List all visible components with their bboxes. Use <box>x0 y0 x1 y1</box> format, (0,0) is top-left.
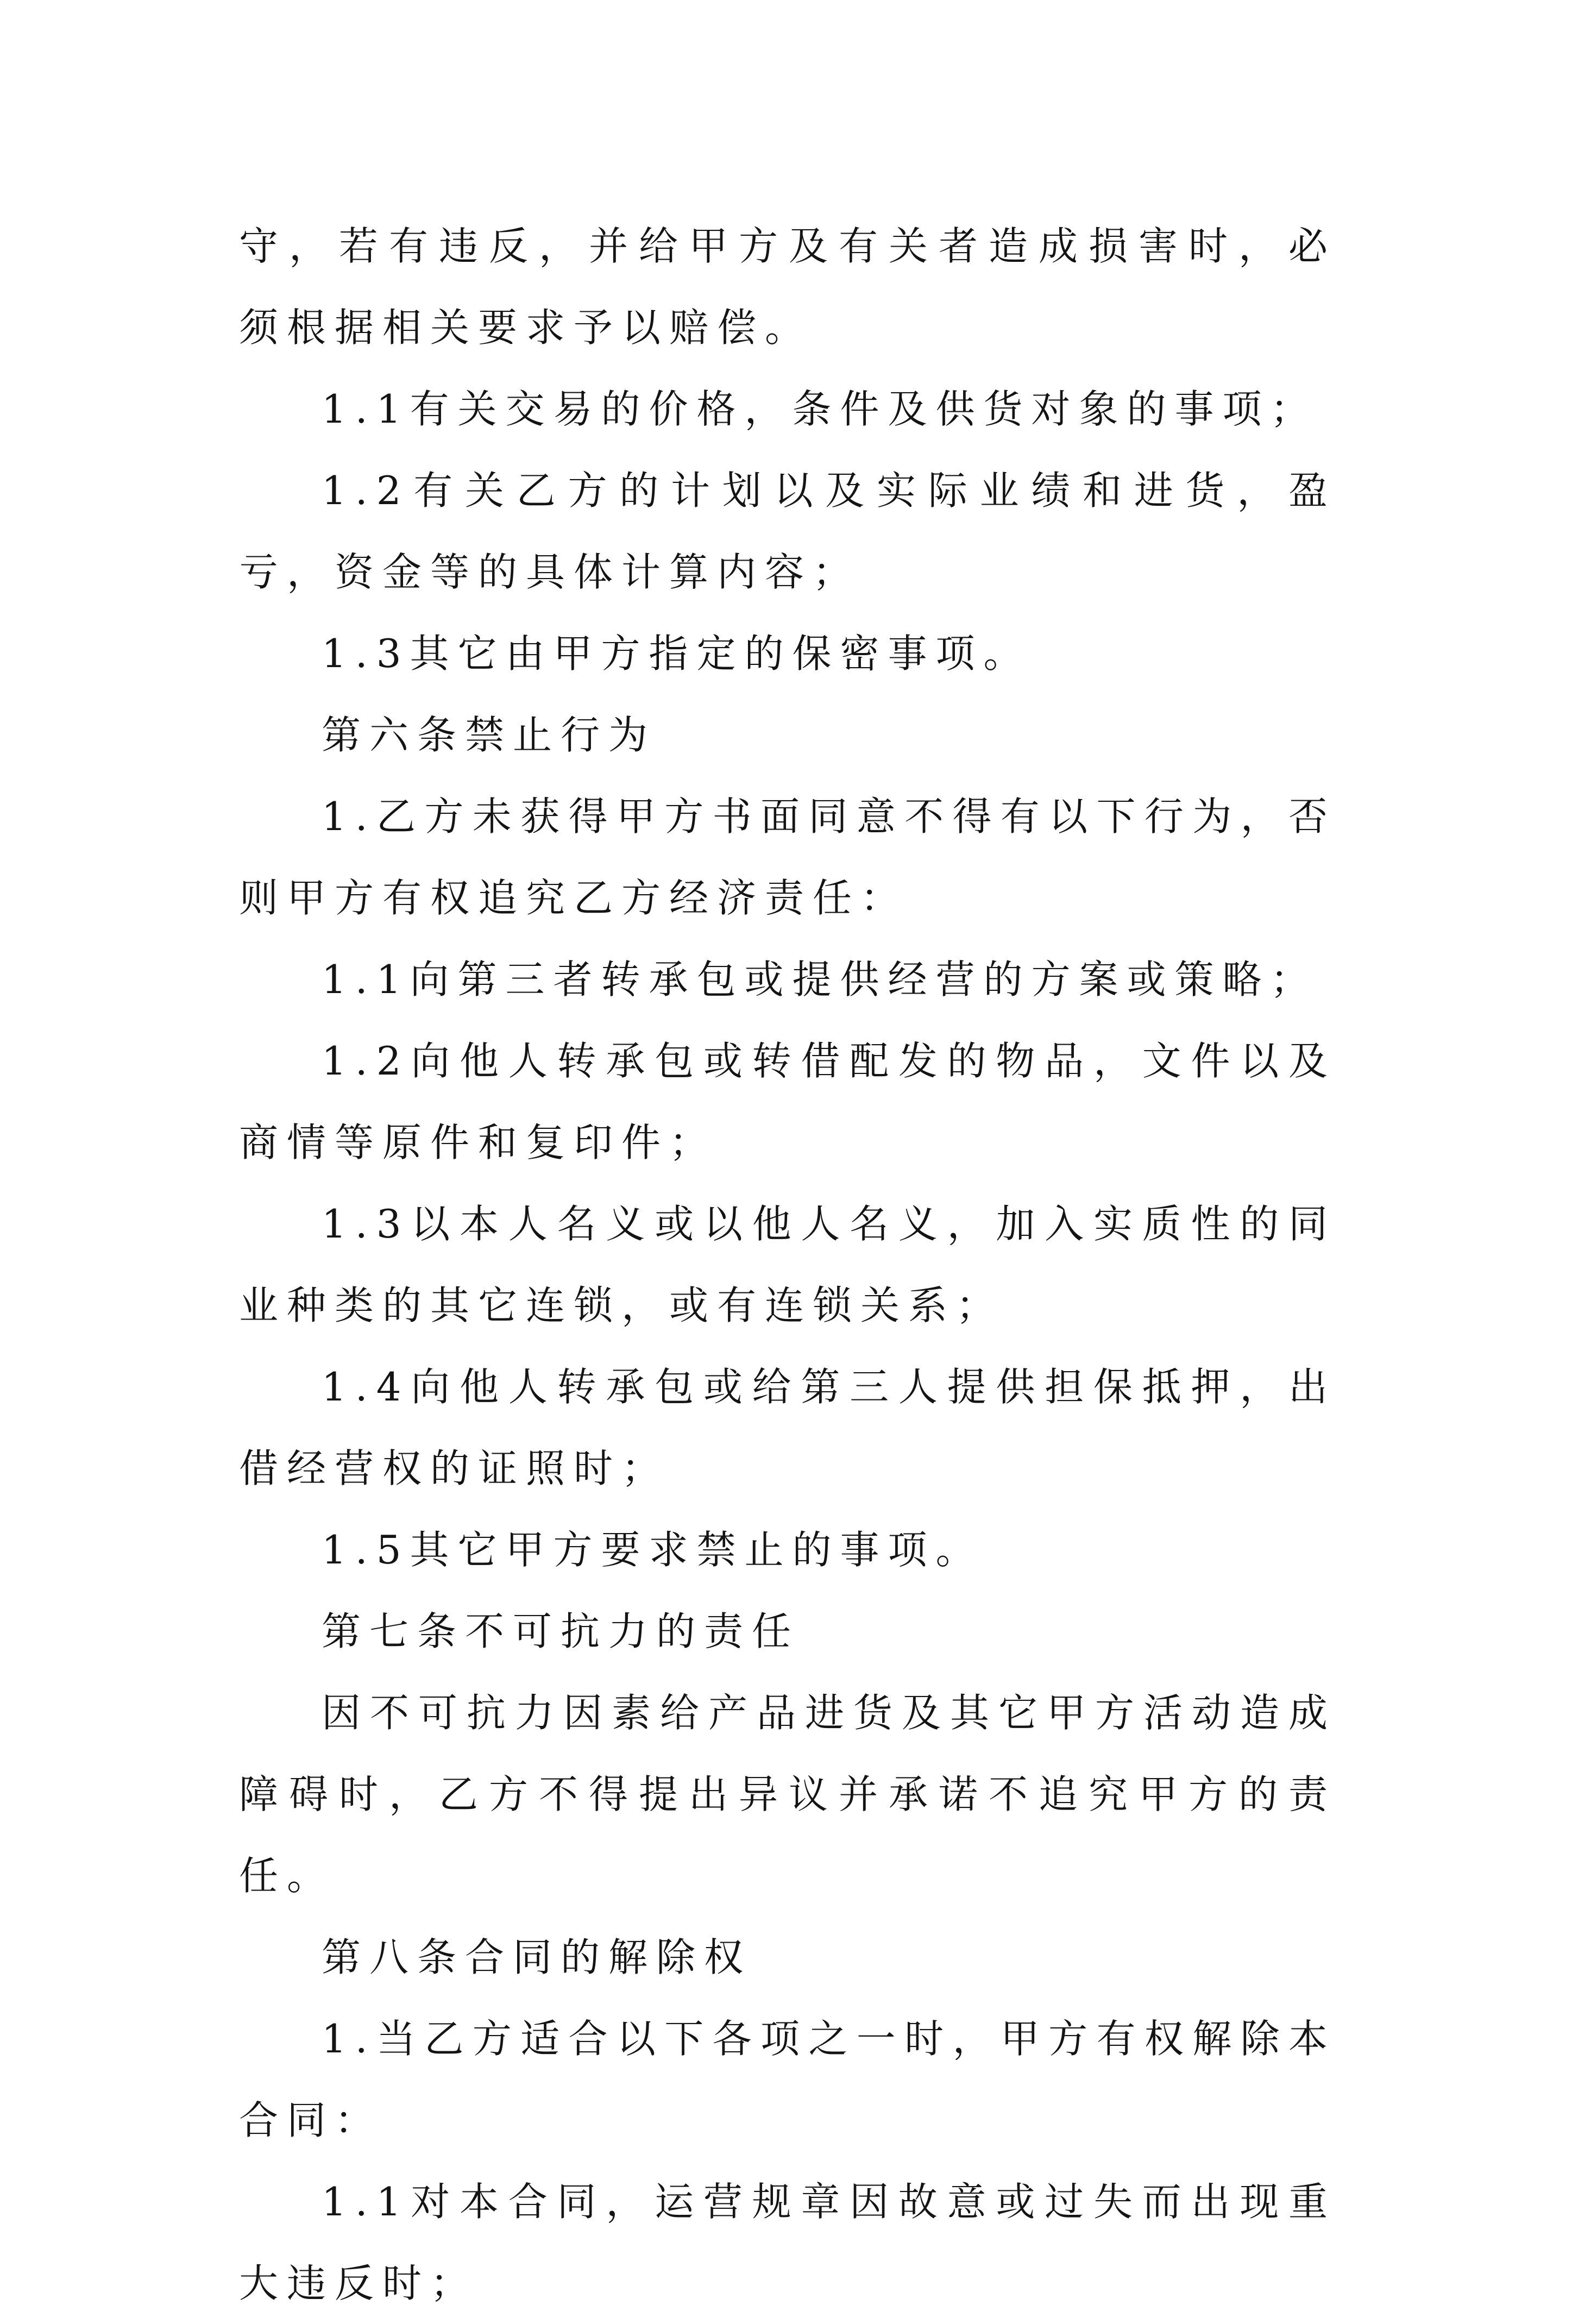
paragraph-article-8-item-1-1: 1.1对本合同，运营规章因故意或过失而出现重大违反时； <box>239 2179 1336 2306</box>
paragraph-continuation: 守，若有违反，并给甲方及有关者造成损害时，必须根据相关要求予以赔偿。 <box>239 223 1336 350</box>
paragraph-item-1-3: 1.3其它由甲方指定的保密事项。 <box>322 631 1032 676</box>
paragraph-article-6-item-1-5: 1.5其它甲方要求禁止的事项。 <box>322 1527 984 1573</box>
section-heading-article-7: 第七条不可抗力的责任 <box>322 1609 800 1654</box>
document-body <box>239 205 1336 2324</box>
paragraph-article-6-item-1-2: 1.2向他人转承包或转借配发的物品，文件以及商情等原件和复印件； <box>239 1038 1336 1165</box>
paragraph-item-1-2: 1.2有关乙方的计划以及实际业绩和进货，盈亏，资金等的具体计算内容； <box>239 468 1336 595</box>
paragraph-article-6-item-1-4: 1.4向他人转承包或给第三人提供担保抵押，出借经营权的证照时； <box>239 1364 1336 1491</box>
paragraph-article-6-item-1-1: 1.1向第三者转承包或提供经营的方案或策略； <box>322 957 1318 1002</box>
paragraph-article-7-body: 因不可抗力因素给产品进货及其它甲方活动造成障碍时，乙方不得提出异议并承诺不追究甲方的责任。 <box>239 1690 1336 1899</box>
paragraph-article-6-item-1-3: 1.3以本人名义或以他人名义，加入实质性的同业种类的其它连锁，或有连锁关系； <box>239 1201 1336 1328</box>
paragraph-item-1-1: 1.1有关交易的价格，条件及供货对象的事项； <box>322 386 1318 432</box>
section-heading-article-8: 第八条合同的解除权 <box>322 1934 752 1980</box>
section-heading-article-6: 第六条禁止行为 <box>322 712 657 758</box>
paragraph-article-6-item-1: 1.乙方未获得甲方书面同意不得有以下行为，否则甲方有权追究乙方经济责任： <box>239 794 1336 921</box>
paragraph-article-8-item-1: 1.当乙方适合以下各项之一时，甲方有权解除本合同： <box>239 2016 1336 2143</box>
